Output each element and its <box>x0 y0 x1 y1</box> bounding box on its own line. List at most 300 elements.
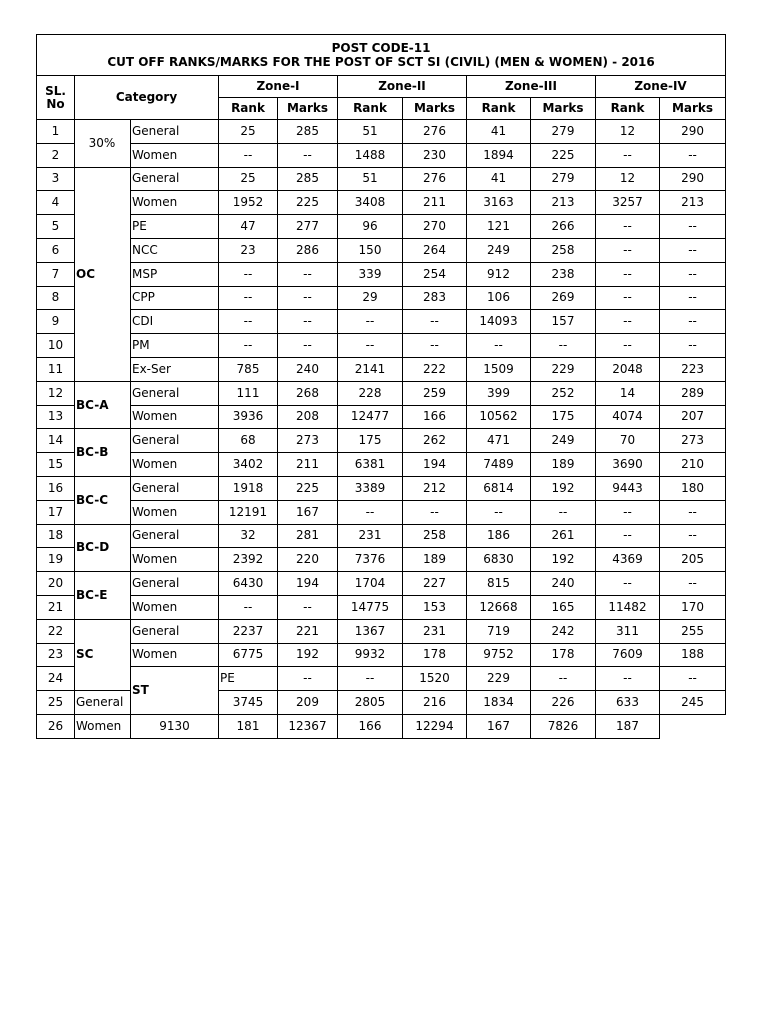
zone-1-header: Zone-I <box>219 76 338 98</box>
zone-2-marks-cell: 258 <box>403 524 467 548</box>
zone-4-marks-header: Marks <box>660 98 726 120</box>
zone-2-marks-cell: -- <box>403 310 467 334</box>
subcategory-cell: CPP <box>131 286 219 310</box>
zone-1-rank-cell: 6430 <box>219 572 278 596</box>
zone-4-rank-cell: -- <box>596 238 660 262</box>
zone-2-marks-cell: 212 <box>403 476 467 500</box>
zone-1-rank-cell: 1918 <box>219 476 278 500</box>
zone-1-marks-cell: 225 <box>278 191 338 215</box>
subcategory-cell: CDI <box>131 310 219 334</box>
zone-4-rank-cell: 2048 <box>596 357 660 381</box>
table-title <box>37 35 726 76</box>
zone-2-rank-cell: 2805 <box>338 691 403 715</box>
zone-2-header: Zone-II <box>338 76 467 98</box>
zone-3-marks-header: Marks <box>531 98 596 120</box>
zone-1-rank-cell: 25 <box>219 120 278 144</box>
zone-3-rank-cell: 1509 <box>467 357 531 381</box>
cutoff-sheet <box>36 34 725 739</box>
sl-no-cell: 7 <box>37 262 75 286</box>
zone-1-marks-cell: -- <box>278 310 338 334</box>
zone-1-marks-cell: -- <box>278 262 338 286</box>
zone-2-rank-cell: 3408 <box>338 191 403 215</box>
sl-no-header: SL. No <box>37 76 75 120</box>
category-group-cell: BC-E <box>75 572 131 620</box>
zone-2-marks-cell: -- <box>403 500 467 524</box>
category-group-cell: BC-D <box>75 524 131 572</box>
zone-3-marks-cell: -- <box>531 500 596 524</box>
table-row <box>37 714 726 738</box>
zone-1-marks-cell: 281 <box>278 524 338 548</box>
zone-2-rank-cell: 175 <box>338 429 403 453</box>
zone-1-marks-cell: 285 <box>278 120 338 144</box>
zone-4-rank-cell: 14 <box>596 381 660 405</box>
zone-3-rank-cell: 14093 <box>467 310 531 334</box>
zone-3-rank-cell: 106 <box>467 286 531 310</box>
sl-no-cell: 18 <box>37 524 75 548</box>
table-row <box>37 572 726 596</box>
category-group-cell: ST <box>131 667 219 715</box>
zone-4-rank-cell: -- <box>596 310 660 334</box>
zone-2-rank-cell: 3389 <box>338 476 403 500</box>
zone-3-rank-cell: 41 <box>467 167 531 191</box>
subcategory-cell: General <box>131 619 219 643</box>
subcategory-cell: PE <box>219 667 278 691</box>
zone-2-rank-cell: 7376 <box>338 548 403 572</box>
zone-2-rank-cell: 12367 <box>278 714 338 738</box>
zone-2-rank-cell: 96 <box>338 215 403 239</box>
table-row <box>37 548 726 572</box>
zone-4-rank-cell: -- <box>596 334 660 358</box>
sl-no-cell: 11 <box>37 357 75 381</box>
zone-4-marks-cell: -- <box>660 572 726 596</box>
zone-2-marks-cell: 276 <box>403 120 467 144</box>
zone-3-marks-cell: 238 <box>531 262 596 286</box>
zone-4-rank-cell: 4369 <box>596 548 660 572</box>
zone-3-marks-cell: 252 <box>531 381 596 405</box>
zone-3-rank-cell: 186 <box>467 524 531 548</box>
zone-4-rank-cell: -- <box>596 286 660 310</box>
zone-3-rank-cell: 399 <box>467 381 531 405</box>
zone-3-header: Zone-III <box>467 76 596 98</box>
zone-4-marks-cell: -- <box>660 524 726 548</box>
zone-3-marks-cell: 242 <box>531 619 596 643</box>
zone-4-rank-cell: 3690 <box>596 453 660 477</box>
zone-2-marks-cell: 283 <box>403 286 467 310</box>
zone-2-rank-cell: 2141 <box>338 357 403 381</box>
zone-2-marks-cell: 229 <box>467 667 531 691</box>
zone-4-marks-cell: 255 <box>660 619 726 643</box>
sl-no-cell: 24 <box>37 667 75 691</box>
zone-2-marks-cell: 276 <box>403 167 467 191</box>
zone-2-rank-cell: 1704 <box>338 572 403 596</box>
zone-2-marks-cell: 189 <box>403 548 467 572</box>
zone-4-rank-cell: -- <box>596 500 660 524</box>
zone-2-rank-cell: 1520 <box>403 667 467 691</box>
zone-2-marks-cell: 166 <box>338 714 403 738</box>
subcategory-cell: NCC <box>131 238 219 262</box>
subcategory-cell: Women <box>131 643 219 667</box>
zone-2-rank-cell: 29 <box>338 286 403 310</box>
zone-3-rank-cell: 471 <box>467 429 531 453</box>
sl-no-cell: 9 <box>37 310 75 334</box>
table-row <box>37 429 726 453</box>
category-group-cell: OC <box>75 167 131 381</box>
zone-4-rank-cell: 9443 <box>596 476 660 500</box>
zone-4-marks-cell: 205 <box>660 548 726 572</box>
zone-2-marks-cell: 231 <box>403 619 467 643</box>
zone-2-rank-cell: 12477 <box>338 405 403 429</box>
table-row <box>37 238 726 262</box>
zone-1-marks-cell: 194 <box>278 572 338 596</box>
zone-4-rank-cell: 4074 <box>596 405 660 429</box>
zone-1-marks-cell: 220 <box>278 548 338 572</box>
zone-1-rank-cell: 47 <box>219 215 278 239</box>
zone-1-rank-header: Rank <box>219 98 278 120</box>
zone-3-marks-cell: 175 <box>531 405 596 429</box>
sl-no-cell: 10 <box>37 334 75 358</box>
zone-2-marks-cell: 222 <box>403 357 467 381</box>
sl-no-cell: 20 <box>37 572 75 596</box>
zone-2-marks-cell: 254 <box>403 262 467 286</box>
zone-4-marks-cell: 170 <box>660 595 726 619</box>
zone-2-rank-cell: 1488 <box>338 143 403 167</box>
zone-1-rank-cell: -- <box>219 310 278 334</box>
zone-2-marks-cell: 216 <box>403 691 467 715</box>
zone-2-rank-cell: -- <box>338 310 403 334</box>
zone-4-rank-cell: 311 <box>596 619 660 643</box>
zone-3-marks-cell: 157 <box>531 310 596 334</box>
zone-4-marks-cell: 290 <box>660 167 726 191</box>
subcategory-cell: PM <box>131 334 219 358</box>
zone-1-rank-cell: -- <box>219 262 278 286</box>
zone-2-marks-cell: 227 <box>403 572 467 596</box>
table-row <box>37 524 726 548</box>
zone-3-rank-cell: -- <box>467 500 531 524</box>
subcategory-cell: Women <box>131 143 219 167</box>
zone-1-marks-header: Marks <box>278 98 338 120</box>
category-group-cell: BC-C <box>75 476 131 524</box>
zone-1-rank-cell: 3936 <box>219 405 278 429</box>
sl-no-cell: 19 <box>37 548 75 572</box>
zone-4-header: Zone-IV <box>596 76 726 98</box>
table-head <box>37 35 726 120</box>
zone-1-rank-cell: 3402 <box>219 453 278 477</box>
category-group-cell: 30% <box>75 120 131 168</box>
zone-2-rank-cell: 231 <box>338 524 403 548</box>
sl-no-cell: 2 <box>37 143 75 167</box>
zone-2-marks-cell: 166 <box>403 405 467 429</box>
subcategory-cell: Women <box>131 595 219 619</box>
zone-2-rank-cell: 6381 <box>338 453 403 477</box>
subcategory-cell: Women <box>131 548 219 572</box>
zone-1-marks-cell: 268 <box>278 381 338 405</box>
table-row <box>37 167 726 191</box>
zone-1-rank-cell: 111 <box>219 381 278 405</box>
zone-2-marks-cell: 211 <box>403 191 467 215</box>
zone-4-rank-cell: 11482 <box>596 595 660 619</box>
zone-2-rank-cell: 9932 <box>338 643 403 667</box>
zone-3-rank-cell: 10562 <box>467 405 531 429</box>
zone-2-rank-cell: 339 <box>338 262 403 286</box>
zone-3-marks-cell: 192 <box>531 476 596 500</box>
zone-4-marks-cell: -- <box>660 310 726 334</box>
sl-no-cell: 4 <box>37 191 75 215</box>
subcategory-cell: General <box>131 381 219 405</box>
zone-2-rank-cell: 51 <box>338 167 403 191</box>
zone-1-marks-cell: 273 <box>278 429 338 453</box>
zone-4-marks-cell: 223 <box>660 357 726 381</box>
zone-4-marks-cell: 289 <box>660 381 726 405</box>
zone-4-marks-cell: 180 <box>660 476 726 500</box>
table-row <box>37 667 726 691</box>
zone-1-rank-cell: -- <box>219 334 278 358</box>
zone-1-marks-cell: 225 <box>278 476 338 500</box>
zone-1-marks-cell: 286 <box>278 238 338 262</box>
subcategory-cell: General <box>131 120 219 144</box>
zone-3-marks-cell: -- <box>531 334 596 358</box>
zone-1-rank-cell: 12191 <box>219 500 278 524</box>
zone-3-marks-cell: 178 <box>531 643 596 667</box>
zone-3-rank-cell: 249 <box>467 238 531 262</box>
zone-4-marks-cell: -- <box>660 143 726 167</box>
zone-3-marks-cell: 258 <box>531 238 596 262</box>
zone-1-marks-cell: -- <box>278 143 338 167</box>
zone-4-marks-cell: 290 <box>660 120 726 144</box>
zone-3-marks-cell: 266 <box>531 215 596 239</box>
zone-3-marks-cell: 189 <box>531 453 596 477</box>
subcategory-cell: General <box>75 691 131 715</box>
zone-4-marks-cell: -- <box>660 334 726 358</box>
table-row <box>37 191 726 215</box>
zone-2-rank-cell: 51 <box>338 120 403 144</box>
sl-no-cell: 15 <box>37 453 75 477</box>
table-row <box>37 381 726 405</box>
table-row <box>37 500 726 524</box>
sl-no-cell: 13 <box>37 405 75 429</box>
zone-1-rank-cell: -- <box>278 667 338 691</box>
zone-3-rank-cell: 121 <box>467 215 531 239</box>
zone-4-rank-cell: 7609 <box>596 643 660 667</box>
zone-1-marks-cell: 277 <box>278 215 338 239</box>
zone-2-rank-header: Rank <box>338 98 403 120</box>
sl-no-cell: 16 <box>37 476 75 500</box>
title-description: CUT OFF RANKS/MARKS FOR THE POST OF SCT SI (CIVIL) (MEN & WOMEN) - 2016 <box>107 55 655 69</box>
zone-3-rank-cell: 815 <box>467 572 531 596</box>
zone-3-marks-cell: 279 <box>531 167 596 191</box>
category-header: Category <box>75 76 219 120</box>
subcategory-cell: General <box>131 524 219 548</box>
table-row <box>37 595 726 619</box>
zone-3-marks-cell: 226 <box>531 691 596 715</box>
zone-3-marks-cell: 213 <box>531 191 596 215</box>
zone-2-rank-cell: 150 <box>338 238 403 262</box>
zone-1-rank-cell: 6775 <box>219 643 278 667</box>
zone-3-marks-cell: 165 <box>531 595 596 619</box>
sl-no-cell: 21 <box>37 595 75 619</box>
zone-3-rank-cell: -- <box>467 334 531 358</box>
zone-3-rank-cell: 1894 <box>467 143 531 167</box>
zone-4-marks-cell: 188 <box>660 643 726 667</box>
zone-3-rank-cell: -- <box>531 667 596 691</box>
zone-3-rank-cell: 7489 <box>467 453 531 477</box>
subcategory-cell: MSP <box>131 262 219 286</box>
table-body <box>37 120 726 739</box>
zone-3-marks-cell: 279 <box>531 120 596 144</box>
sl-no-cell: 8 <box>37 286 75 310</box>
subcategory-cell: General <box>131 476 219 500</box>
sl-no-cell: 25 <box>37 691 75 715</box>
zone-1-rank-cell: 2237 <box>219 619 278 643</box>
zone-4-rank-cell: 70 <box>596 429 660 453</box>
table-row <box>37 262 726 286</box>
zone-2-marks-cell: 259 <box>403 381 467 405</box>
zone-3-marks-cell: 225 <box>531 143 596 167</box>
subcategory-cell: General <box>131 429 219 453</box>
zone-3-rank-cell: 3163 <box>467 191 531 215</box>
table-row <box>37 405 726 429</box>
zone-1-rank-cell: 68 <box>219 429 278 453</box>
zone-3-rank-cell: 12294 <box>403 714 467 738</box>
zone-2-marks-cell: 230 <box>403 143 467 167</box>
table-row <box>37 310 726 334</box>
zone-2-marks-cell: 264 <box>403 238 467 262</box>
zone-4-marks-cell: 273 <box>660 429 726 453</box>
zone-3-marks-cell: 229 <box>531 357 596 381</box>
zone-4-rank-cell: 12 <box>596 167 660 191</box>
sl-no-cell: 23 <box>37 643 75 667</box>
zone-1-marks-cell: 192 <box>278 643 338 667</box>
zone-4-rank-cell: 7826 <box>531 714 596 738</box>
sl-no-cell: 14 <box>37 429 75 453</box>
zone-4-marks-cell: -- <box>660 262 726 286</box>
zone-2-rank-cell: 14775 <box>338 595 403 619</box>
subcategory-cell: Women <box>131 500 219 524</box>
zone-3-marks-cell: 240 <box>531 572 596 596</box>
table-row <box>37 334 726 358</box>
zone-3-marks-cell: 249 <box>531 429 596 453</box>
table-row <box>37 476 726 500</box>
zone-1-marks-cell: -- <box>338 667 403 691</box>
zone-4-rank-header: Rank <box>596 98 660 120</box>
zone-4-marks-cell: -- <box>660 215 726 239</box>
zone-1-rank-cell: 25 <box>219 167 278 191</box>
zone-4-marks-cell: 207 <box>660 405 726 429</box>
zone-1-rank-cell: 785 <box>219 357 278 381</box>
sl-no-cell: 1 <box>37 120 75 144</box>
zone-4-marks-cell: -- <box>660 238 726 262</box>
zone-1-marks-cell: 221 <box>278 619 338 643</box>
zone-4-rank-cell: -- <box>660 667 726 691</box>
zone-4-marks-cell: 187 <box>596 714 660 738</box>
zone-1-marks-cell: 181 <box>219 714 278 738</box>
zone-1-rank-cell: -- <box>219 143 278 167</box>
sl-no-cell: 26 <box>37 714 75 738</box>
zone-4-rank-cell: -- <box>596 572 660 596</box>
zone-2-rank-cell: -- <box>338 334 403 358</box>
zone-2-marks-header: Marks <box>403 98 467 120</box>
title-row <box>37 35 726 76</box>
subcategory-cell: Women <box>131 191 219 215</box>
zone-4-rank-cell: -- <box>596 215 660 239</box>
zone-4-rank-cell: -- <box>596 524 660 548</box>
zone-1-rank-cell: 2392 <box>219 548 278 572</box>
zone-3-rank-cell: 6830 <box>467 548 531 572</box>
zone-2-marks-cell: 153 <box>403 595 467 619</box>
zone-4-rank-cell: 633 <box>596 691 660 715</box>
zone-1-rank-cell: 32 <box>219 524 278 548</box>
zone-3-marks-cell: 192 <box>531 548 596 572</box>
zone-1-marks-cell: 240 <box>278 357 338 381</box>
cutoff-table <box>36 34 726 739</box>
zone-4-rank-cell: -- <box>596 143 660 167</box>
zone-2-marks-cell: 194 <box>403 453 467 477</box>
zone-3-rank-cell: 12668 <box>467 595 531 619</box>
zone-3-marks-cell: 269 <box>531 286 596 310</box>
zone-3-marks-cell: 261 <box>531 524 596 548</box>
table-row <box>37 120 726 144</box>
table-row <box>37 453 726 477</box>
category-group-cell: SC <box>75 619 131 690</box>
sl-no-cell: 12 <box>37 381 75 405</box>
zone-1-marks-cell: 211 <box>278 453 338 477</box>
zone-2-marks-cell: 270 <box>403 215 467 239</box>
sl-no-cell: 6 <box>37 238 75 262</box>
zone-3-rank-header: Rank <box>467 98 531 120</box>
subcategory-cell: PE <box>131 215 219 239</box>
zone-4-marks-cell: -- <box>660 500 726 524</box>
zone-2-rank-cell: -- <box>338 500 403 524</box>
table-row <box>37 215 726 239</box>
subcategory-cell: Women <box>131 453 219 477</box>
zone-3-rank-cell: 1834 <box>467 691 531 715</box>
zone-2-marks-cell: 262 <box>403 429 467 453</box>
subcategory-cell: General <box>131 167 219 191</box>
zone-3-marks-cell: -- <box>596 667 660 691</box>
category-group-cell: BC-A <box>75 381 131 429</box>
zone-3-rank-cell: 912 <box>467 262 531 286</box>
zone-3-rank-cell: 719 <box>467 619 531 643</box>
zone-4-marks-cell: -- <box>660 286 726 310</box>
sl-no-cell: 3 <box>37 167 75 191</box>
zone-4-rank-cell: 12 <box>596 120 660 144</box>
zone-header-row <box>37 76 726 98</box>
zone-4-marks-cell: 210 <box>660 453 726 477</box>
zone-1-marks-cell: -- <box>278 286 338 310</box>
zone-4-rank-cell: -- <box>596 262 660 286</box>
subcategory-cell: Women <box>75 714 131 738</box>
category-group-cell: BC-B <box>75 429 131 477</box>
zone-1-rank-cell: -- <box>219 595 278 619</box>
zone-4-rank-cell: 3257 <box>596 191 660 215</box>
zone-2-marks-cell: 178 <box>403 643 467 667</box>
zone-2-marks-cell: -- <box>403 334 467 358</box>
table-row <box>37 143 726 167</box>
zone-1-rank-cell: 3745 <box>219 691 278 715</box>
table-row <box>37 643 726 667</box>
zone-1-marks-cell: -- <box>278 334 338 358</box>
sl-no-cell: 22 <box>37 619 75 643</box>
zone-3-rank-cell: 41 <box>467 120 531 144</box>
zone-1-marks-cell: 208 <box>278 405 338 429</box>
table-row <box>37 286 726 310</box>
zone-3-marks-cell: 167 <box>467 714 531 738</box>
table-row <box>37 619 726 643</box>
sl-no-cell: 17 <box>37 500 75 524</box>
subcategory-cell: Ex-Ser <box>131 357 219 381</box>
zone-2-rank-cell: 228 <box>338 381 403 405</box>
zone-1-rank-cell: 23 <box>219 238 278 262</box>
title-post-code: POST CODE-11 <box>331 41 431 55</box>
